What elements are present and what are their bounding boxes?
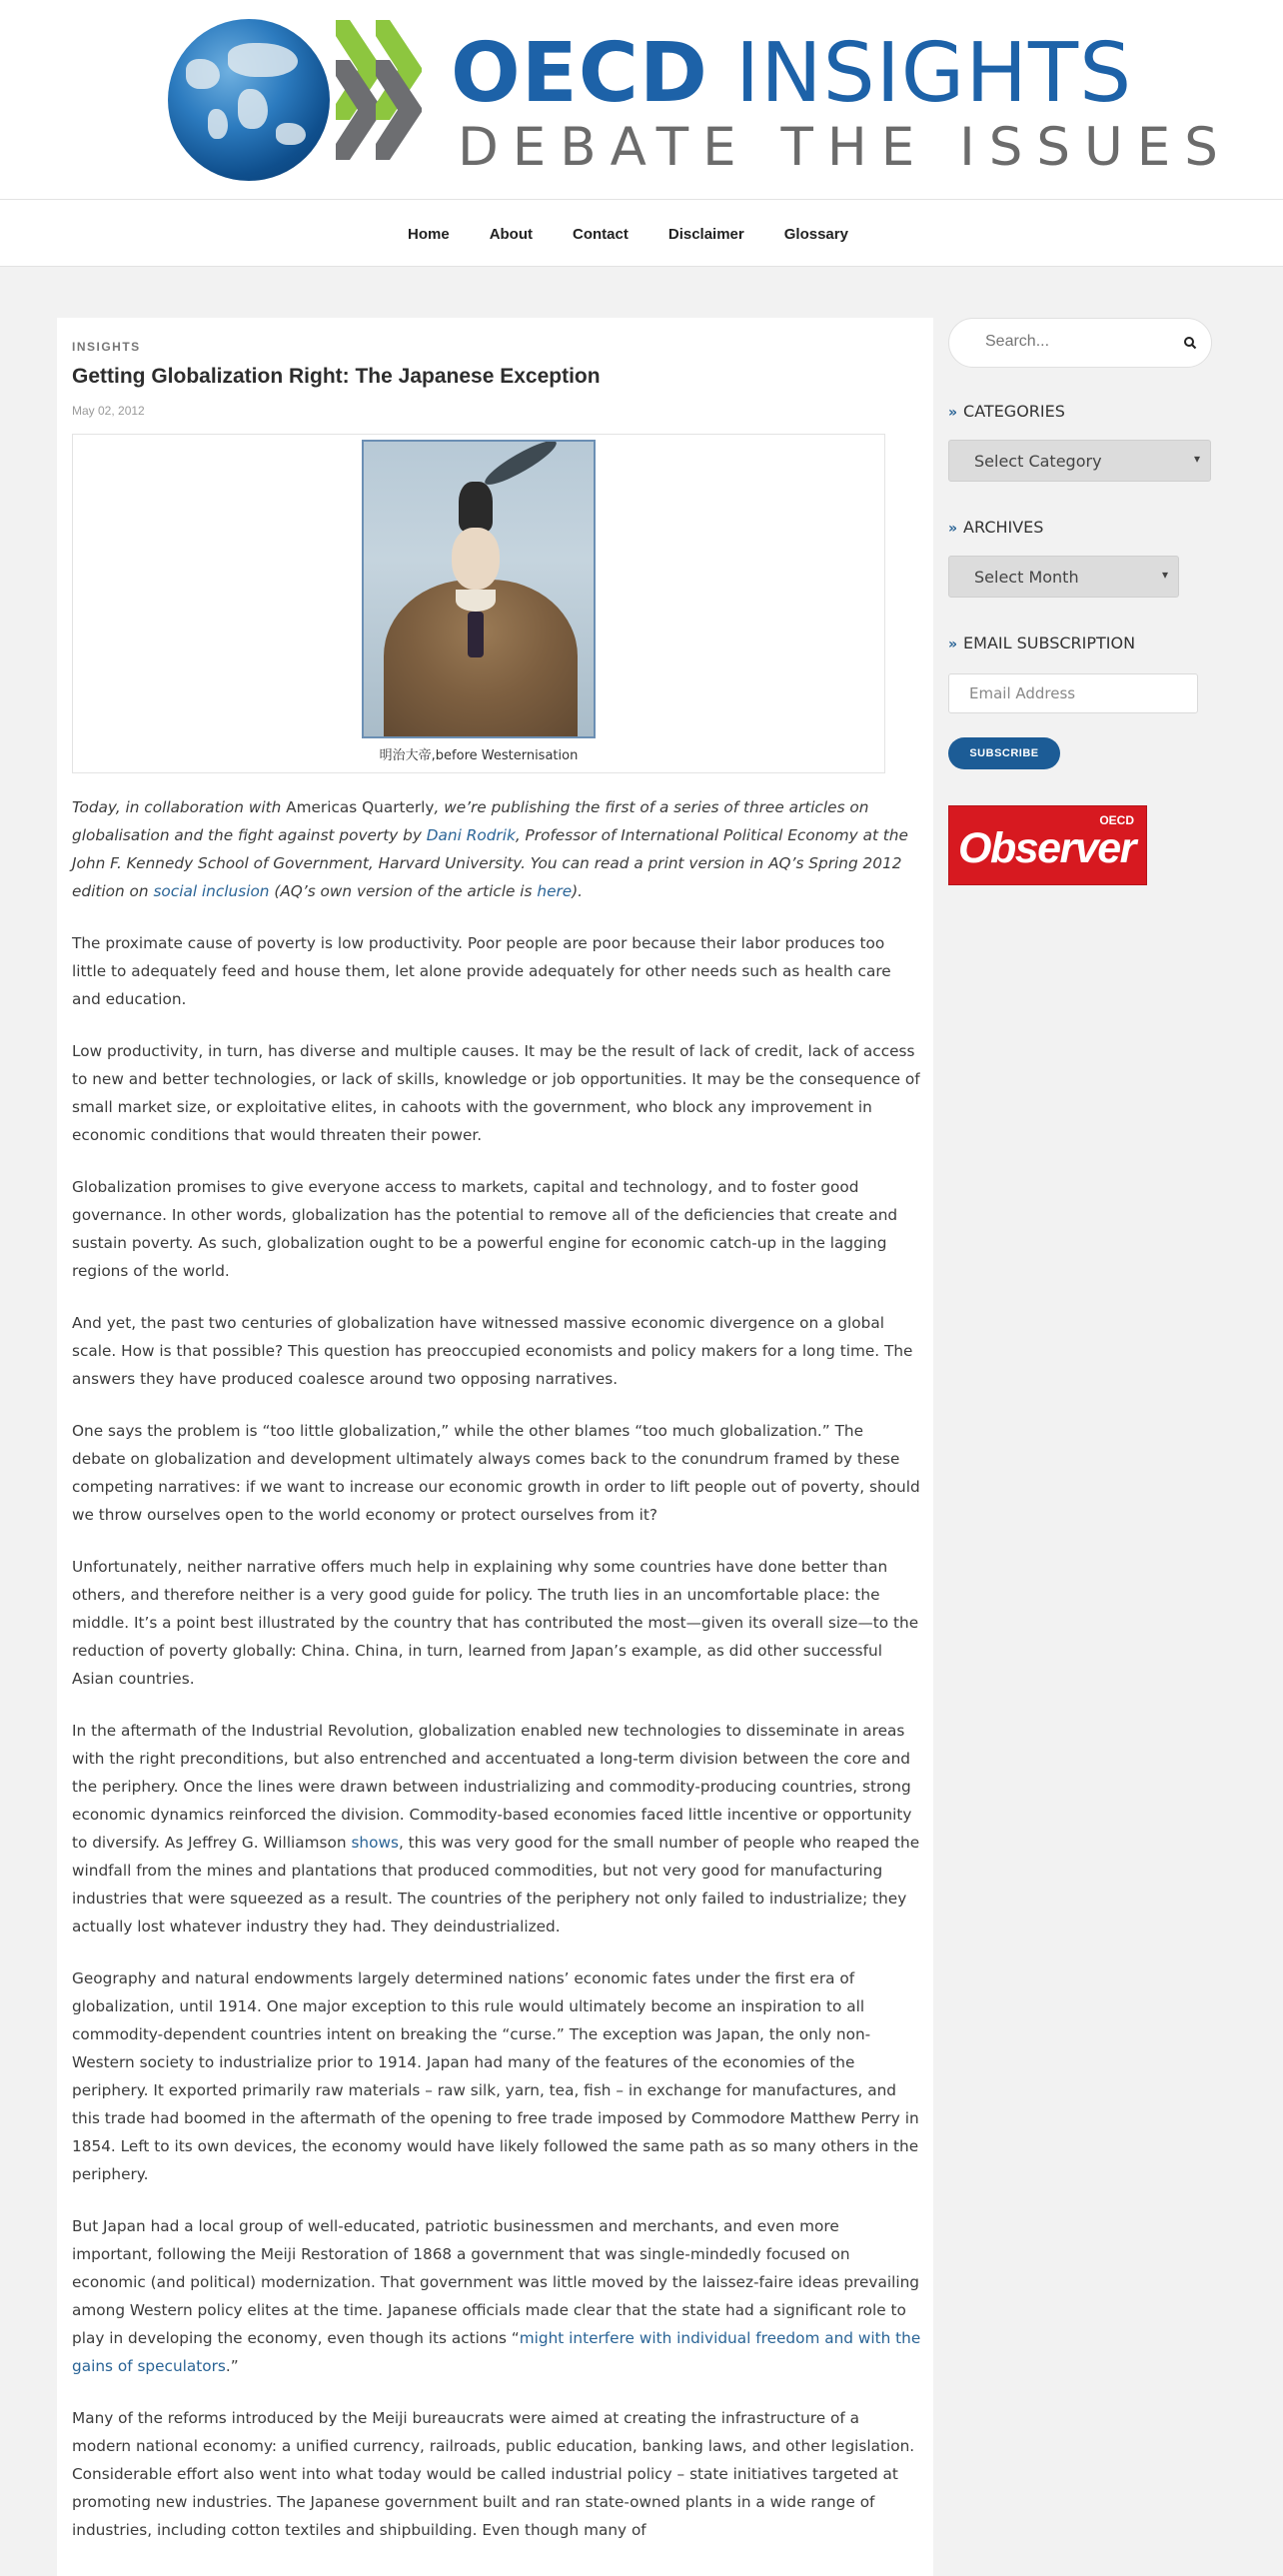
subscribe-button[interactable]: SUBSCRIBE — [948, 737, 1060, 769]
double-chevron-icon: » — [948, 637, 958, 652]
logo-tagline: DEBATE THE ISSUES — [458, 117, 1232, 178]
email-field[interactable]: Email Address — [948, 673, 1198, 713]
nav-home[interactable]: Home — [408, 225, 450, 243]
post-figure — [72, 434, 885, 773]
nav-glossary[interactable]: Glossary — [783, 225, 848, 243]
quote-link[interactable]: might interfere with individual freedom and with the gains of speculators — [72, 2329, 921, 2375]
main-nav — [0, 199, 1283, 267]
post-category[interactable]: INSIGHTS — [72, 340, 141, 354]
dani-rodrik-link[interactable]: Dani Rodrik — [426, 826, 516, 844]
article-paragraph: But Japan had a local group of well-educated, patriotic businessmen and merchants, and even more important, following the Meiji Restoration of 1868 a government that was single-mindedly focused on economic (and political) modernization. That government was little moved by the laissez-faire ideas prevailing among Western policy elites at the time. Japanese officials made clear that the state had a significant role to play in developing the economy, even though its actions “might interfere with individual freedom and with the gains of speculators.” — [72, 2217, 921, 2375]
post-title: Getting Globalization Right: The Japanese Exception — [72, 365, 601, 388]
globe-icon — [168, 19, 330, 181]
post-date: May 02, 2012 — [72, 404, 145, 418]
shows-link[interactable]: shows — [351, 1834, 399, 1852]
nav-about[interactable]: About — [489, 225, 534, 243]
site-logo[interactable] — [168, 18, 1232, 186]
article-paragraph: The proximate cause of poverty is low productivity. Poor people are poor because their labor produces too little to adequately feed and house them, let alone provide adequately for other needs such as health care and education. — [72, 934, 891, 1008]
category-select[interactable]: Select Category ▾ — [948, 440, 1211, 482]
post-content — [57, 318, 933, 2576]
article-paragraph: Globalization promises to give everyone access to markets, capital and technology, and to foster good governance. In other words, globalization has the potential to remove all of the deficiencies that create and sustain poverty. As such, globalization ought to be a powerful engine for economic catch-up in the lagging regions of the world. — [72, 1178, 898, 1280]
archives-select[interactable]: Select Month ▾ — [948, 556, 1179, 598]
article-paragraph: Unfortunately, neither narrative offers much help in explaining why some countries have done better than others, and therefore neither is a very good guide for policy. The truth lies in an uncomfortable place: the middle. It’s a point best illustrated by the country that has contributed the most—given its overall size—to the reduction of poverty globally: China. China, in turn, learned from Japan’s example, as did other successful Asian countries. — [72, 1558, 919, 1688]
observer-oecd-text: OECD — [1099, 813, 1134, 827]
search-box — [948, 318, 1212, 368]
double-chevron-icon: » — [948, 521, 958, 537]
social-inclusion-link[interactable]: social inclusion — [153, 882, 270, 900]
archives-title: » ARCHIVES — [948, 518, 1044, 537]
site-header — [0, 0, 1283, 199]
email-subscription-title: » EMAIL SUBSCRIPTION — [948, 634, 1136, 652]
search-input[interactable] — [985, 333, 1165, 351]
intro-paragraph: Today, in collaboration with Americas Quarterly, we’re publishing the first of a series of three articles on globalisation and the fight against poverty by Dani Rodrik, Professor of International Political Economy at the John F. Kennedy School of Government, Harvard University. You can read a print version in AQ’s Spring 2012 edition on social inclusion (AQ’s own version of the article is here). — [72, 798, 908, 900]
nav-contact[interactable]: Contact — [573, 225, 629, 243]
search-icon[interactable] — [1183, 336, 1197, 350]
logo-oecd-text: OECD — [451, 26, 708, 121]
image-caption: 明治大帝,before Westernisation — [379, 748, 579, 763]
chevrons-icon — [336, 20, 422, 180]
article-paragraph: And yet, the past two centuries of globalization have witnessed massive economic divergence on a global scale. How is that possible? This question has preoccupied economists and policy makers for a long time. The answers they have produced coalesce around two opposing narratives. — [72, 1314, 913, 1388]
here-link[interactable]: here — [537, 882, 573, 900]
article-paragraph: In the aftermath of the Industrial Revolution, globalization enabled new technologies to disseminate in areas with the right preconditions, but also entrenched and accentuated a long-term division between the core and the periphery. Once the lines were drawn between industrializing and commodity-producing countries, strong economic dynamics reinforced the division. Commodity-based economies faced little incentive or opportunity to diversify. As Jeffrey G. Williamson shows, this was very good for the small number of people who reaped the windfall from the mines and plantations that produced commodities, but not very good for manufacturing industries that were squeezed as a result. The countries of the periphery not only failed to industrialize; they actually lost whatever industry they had. They deindustrialized. — [72, 1722, 920, 1935]
logo-wordmark — [451, 26, 1132, 122]
chevron-down-icon: ▾ — [1161, 568, 1168, 582]
article-paragraph: One says the problem is “too little globalization,” while the other blames “too much globalization.” The debate on globalization and development ultimately always comes back to the conundrum framed by these competing narratives: if we want to increase our economic growth in order to lift people out of poverty, should we throw ourselves open to the world economy or protect ourselves from it? — [72, 1422, 920, 1524]
oecd-observer-banner[interactable] — [948, 805, 1147, 885]
emperor-portrait-image[interactable] — [362, 440, 596, 738]
article-paragraph: Low productivity, in turn, has diverse and multiple causes. It may be the result of lack of credit, lack of access to new and better technologies, or lack of skills, knowledge or job opportunities. It may be the consequence of small market size, or exploitative elites, in cahoots with the government, who block any improvement in economic conditions that would threaten their power. — [72, 1042, 920, 1144]
nav-disclaimer[interactable]: Disclaimer — [667, 225, 744, 243]
article-paragraph: Many of the reforms introduced by the Meiji bureaucrats were aimed at creating the infrastructure of a modern national economy: a unified currency, railroads, public education, banking laws, and other legislation. Considerable effort also went into what today would be called industrial policy – state initiatives targeted at promoting new industries. The Japanese government built and ran state-owned plants in a wide range of industries, including cotton textiles and shipbuilding. Even though many of — [72, 2409, 915, 2539]
observer-wordmark: Observer — [958, 824, 1135, 872]
categories-title: » CATEGORIES — [948, 402, 1065, 421]
article-paragraph: Geography and natural endowments largely determined nations’ economic fates under the first era of globalization, until 1914. One major exception to this rule would ultimately become an inspiration to all commodity-dependent countries intent on breaking the “curse.” The exception was Japan, the only non-Western society to industrialize prior to 1914. Japan had many of the features of the economies of the periphery. It exported primarily raw materials – raw silk, yarn, tea, fish – in exchange for manufactures, and this trade had boomed in the aftermath of the opening to free trade imposed by Commodore Matthew Perry in 1854. Left to its own devices, the economy would have likely followed the same path as so many others in the periphery. — [72, 1969, 919, 2183]
americas-quarterly-text: Americas Quarterly — [286, 798, 435, 816]
double-chevron-icon: » — [948, 405, 958, 421]
chevron-down-icon: ▾ — [1193, 452, 1200, 466]
article-body — [72, 793, 921, 2544]
logo-insights-text: INSIGHTS — [735, 26, 1133, 121]
